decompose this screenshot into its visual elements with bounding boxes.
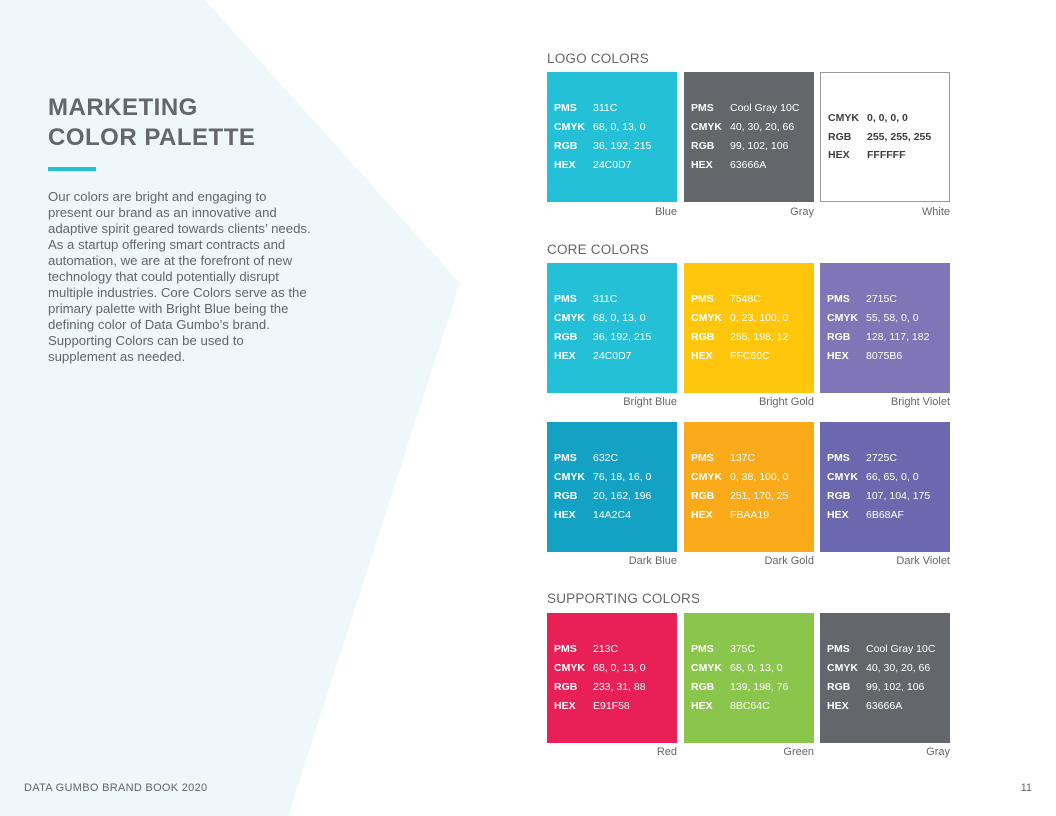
swatch-caption: Dark Violet bbox=[896, 555, 950, 567]
supporting-colors-heading: SUPPORTING COLORS bbox=[547, 591, 701, 606]
palette-description: Our colors are bright and engaging to present our brand as an innovative and adaptive spirit geared towards clients’ needs. As a startup offering smart contracts and automation, we are at the forefront of new technology that could potentially disrupt multiple industries. Core Colors serve as the primary palette with Bright Blue being the defining color of Data Gumbo’s brand. Supporting Colors can be used to supplement as needed. bbox=[48, 189, 311, 364]
spec-block bbox=[827, 613, 946, 743]
spec-block bbox=[691, 613, 810, 743]
spec-rgb bbox=[691, 328, 810, 347]
spec-label: RGB bbox=[828, 130, 852, 143]
spec-cmyk bbox=[554, 468, 673, 487]
spec-value: 6B68AF bbox=[866, 508, 904, 521]
spec-hex bbox=[554, 697, 673, 716]
spec-cmyk bbox=[691, 118, 810, 137]
page-title bbox=[48, 93, 313, 153]
spec-value: 68, 0, 13, 0 bbox=[593, 662, 646, 675]
spec-cmyk bbox=[828, 109, 945, 128]
spec-label: HEX bbox=[828, 149, 850, 162]
spec-label: HEX bbox=[691, 699, 713, 712]
spec-label: HEX bbox=[827, 349, 849, 362]
spec-label: CMYK bbox=[691, 121, 722, 134]
spec-value: 14A2C4 bbox=[593, 508, 631, 521]
spec-label: RGB bbox=[554, 140, 578, 152]
spec-label: PMS bbox=[691, 102, 714, 115]
spec-value: 2715C bbox=[866, 293, 897, 306]
spec-label: CMYK bbox=[691, 662, 722, 675]
spec-value: 632C bbox=[593, 452, 619, 465]
spec-rgb bbox=[827, 328, 946, 347]
spec-hex bbox=[691, 506, 810, 525]
spec-block bbox=[691, 263, 810, 393]
spec-hex bbox=[827, 697, 946, 716]
spec-block bbox=[827, 422, 946, 552]
spec-rgb bbox=[691, 137, 810, 156]
spec-pms bbox=[691, 640, 810, 659]
spec-value: 66, 65, 0, 0 bbox=[866, 471, 919, 484]
spec-pms bbox=[691, 99, 810, 118]
spec-label: PMS bbox=[691, 293, 714, 306]
spec-value: 0, 23, 100, 0 bbox=[730, 312, 789, 325]
spec-label: HEX bbox=[554, 349, 576, 362]
spec-rgb bbox=[691, 487, 810, 506]
swatch-caption: Gray bbox=[926, 746, 950, 758]
spec-cmyk bbox=[827, 468, 946, 487]
spec-label: CMYK bbox=[554, 471, 585, 484]
spec-label: RGB bbox=[554, 490, 578, 502]
spec-value: 24C0D7 bbox=[593, 349, 632, 362]
spec-label: RGB bbox=[827, 490, 851, 502]
page-number: 11 bbox=[1020, 782, 1032, 794]
swatch-supporting-green bbox=[684, 613, 814, 743]
spec-value: 99, 102, 106 bbox=[730, 140, 789, 152]
spec-label: PMS bbox=[554, 102, 577, 115]
spec-value: 99, 102, 106 bbox=[866, 681, 925, 693]
spec-label: CMYK bbox=[554, 662, 585, 675]
spec-block bbox=[554, 422, 673, 552]
swatch-logo-white bbox=[820, 72, 950, 202]
spec-label: CMYK bbox=[827, 662, 858, 675]
spec-hex bbox=[827, 347, 946, 366]
logo-colors-heading: LOGO COLORS bbox=[547, 51, 649, 66]
spec-value: FFFFFF bbox=[867, 149, 906, 162]
spec-value: 36, 192, 215 bbox=[593, 331, 652, 343]
spec-value: 40, 30, 20, 66 bbox=[730, 121, 795, 134]
spec-cmyk bbox=[554, 659, 673, 678]
swatch-core-dark-blue bbox=[547, 422, 677, 552]
spec-hex bbox=[691, 156, 810, 175]
spec-block bbox=[554, 72, 673, 202]
spec-label: RGB bbox=[554, 331, 578, 343]
spec-rgb bbox=[827, 678, 946, 697]
swatch-caption: Green bbox=[783, 746, 814, 758]
spec-value: Cool Gray 10C bbox=[730, 102, 800, 115]
spec-value: 8075B6 bbox=[866, 349, 903, 362]
swatch-core-dark-violet bbox=[820, 422, 950, 552]
spec-label: PMS bbox=[691, 452, 714, 465]
footer-brand-book: DATA GUMBO BRAND BOOK 2020 bbox=[24, 782, 208, 794]
spec-label: RGB bbox=[827, 681, 851, 693]
spec-value: 76, 18, 16, 0 bbox=[593, 471, 652, 484]
spec-value: E91F58 bbox=[593, 699, 630, 712]
spec-cmyk bbox=[554, 118, 673, 137]
swatch-caption: Bright Gold bbox=[758, 396, 814, 408]
spec-pms bbox=[827, 449, 946, 468]
spec-block bbox=[691, 72, 810, 202]
spec-hex bbox=[691, 347, 810, 366]
spec-pms bbox=[554, 640, 673, 659]
spec-hex bbox=[691, 697, 810, 716]
spec-label: CMYK bbox=[827, 471, 858, 484]
intro-panel bbox=[48, 93, 313, 365]
spec-label: HEX bbox=[691, 508, 713, 521]
spec-label: HEX bbox=[691, 349, 713, 362]
spec-cmyk bbox=[554, 309, 673, 328]
spec-label: HEX bbox=[554, 158, 576, 171]
spec-value: 128, 117, 182 bbox=[866, 331, 930, 343]
swatch-logo-gray bbox=[684, 72, 814, 202]
spec-label: CMYK bbox=[828, 111, 859, 124]
spec-rgb bbox=[554, 137, 673, 156]
swatch-core-bright-blue bbox=[547, 263, 677, 393]
page-title-line-1: MARKETING bbox=[48, 94, 198, 121]
spec-pms bbox=[554, 99, 673, 118]
spec-label: CMYK bbox=[827, 312, 858, 325]
spec-rgb bbox=[554, 487, 673, 506]
spec-block bbox=[827, 263, 946, 393]
spec-cmyk bbox=[827, 309, 946, 328]
spec-hex bbox=[554, 347, 673, 366]
spec-value: 311C bbox=[593, 102, 618, 115]
swatch-caption: Red bbox=[656, 746, 677, 758]
spec-value: 8BC64C bbox=[730, 699, 770, 712]
spec-label: HEX bbox=[554, 508, 576, 521]
spec-hex bbox=[554, 506, 673, 525]
swatch-core-dark-gold bbox=[684, 422, 814, 552]
spec-value: 233, 31, 88 bbox=[593, 681, 646, 693]
spec-label: PMS bbox=[827, 293, 850, 306]
spec-value: 251, 170, 25 bbox=[730, 490, 789, 502]
spec-label: HEX bbox=[691, 158, 713, 171]
spec-pms bbox=[554, 290, 673, 309]
spec-label: RGB bbox=[827, 331, 851, 343]
spec-block bbox=[691, 422, 810, 552]
spec-label: RGB bbox=[691, 140, 715, 152]
spec-value: 7548C bbox=[730, 293, 761, 306]
spec-value: FFC60C bbox=[730, 349, 770, 362]
swatch-core-bright-violet bbox=[820, 263, 950, 393]
spec-label: CMYK bbox=[554, 121, 585, 134]
spec-value: 36, 192, 215 bbox=[593, 140, 652, 152]
spec-value: FBAA19 bbox=[730, 508, 770, 521]
spec-rgb bbox=[828, 128, 945, 147]
spec-label: PMS bbox=[827, 452, 850, 465]
spec-label: PMS bbox=[554, 293, 577, 306]
spec-value: 107, 104, 175 bbox=[866, 490, 931, 502]
swatch-core-bright-gold bbox=[684, 263, 814, 393]
spec-label: PMS bbox=[691, 643, 714, 656]
spec-label: CMYK bbox=[554, 312, 585, 325]
spec-label: RGB bbox=[691, 681, 715, 693]
spec-label: PMS bbox=[827, 643, 850, 656]
spec-value: 20, 162, 196 bbox=[593, 490, 652, 502]
spec-value: 137C bbox=[730, 452, 756, 465]
spec-label: CMYK bbox=[691, 312, 722, 325]
spec-rgb bbox=[554, 678, 673, 697]
spec-pms bbox=[691, 290, 810, 309]
swatch-caption: Blue bbox=[654, 206, 677, 218]
spec-value: 2725C bbox=[866, 452, 897, 465]
spec-hex bbox=[554, 156, 673, 175]
spec-value: 255, 198, 12 bbox=[730, 331, 789, 343]
spec-value: 0, 38, 100, 0 bbox=[730, 471, 789, 484]
spec-value: 68, 0, 13, 0 bbox=[593, 121, 646, 134]
spec-cmyk bbox=[827, 659, 946, 678]
spec-value: 255, 255, 255 bbox=[867, 130, 932, 143]
spec-pms bbox=[827, 640, 946, 659]
spec-rgb bbox=[691, 678, 810, 697]
swatch-supporting-red bbox=[547, 613, 677, 743]
spec-value: 68, 0, 13, 0 bbox=[593, 312, 646, 325]
swatch-caption: Bright Blue bbox=[623, 396, 677, 408]
spec-value: 68, 0, 13, 0 bbox=[730, 662, 783, 675]
spec-label: RGB bbox=[691, 331, 715, 343]
core-colors-heading: CORE COLORS bbox=[547, 242, 649, 257]
spec-label: PMS bbox=[554, 452, 577, 465]
spec-hex bbox=[827, 506, 946, 525]
spec-rgb bbox=[827, 487, 946, 506]
spec-hex bbox=[828, 146, 945, 165]
spec-pms bbox=[554, 449, 673, 468]
swatch-logo-blue bbox=[547, 72, 677, 202]
spec-block bbox=[828, 73, 945, 201]
spec-value: Cool Gray 10C bbox=[866, 643, 936, 656]
spec-value: 40, 30, 20, 66 bbox=[866, 662, 931, 675]
spec-value: 63666A bbox=[730, 158, 767, 171]
swatch-caption: White bbox=[921, 206, 950, 218]
swatch-caption: Dark Gold bbox=[764, 555, 814, 567]
spec-value: 311C bbox=[593, 293, 618, 306]
spec-value: 213C bbox=[593, 643, 619, 656]
swatch-caption: Dark Blue bbox=[628, 555, 677, 567]
spec-label: RGB bbox=[554, 681, 578, 693]
swatch-supporting-gray bbox=[820, 613, 950, 743]
spec-value: 0, 0, 0, 0 bbox=[867, 111, 908, 124]
spec-rgb bbox=[554, 328, 673, 347]
spec-value: 24C0D7 bbox=[593, 158, 632, 171]
spec-cmyk bbox=[691, 659, 810, 678]
swatch-caption: Bright Violet bbox=[890, 396, 950, 408]
spec-value: 55, 58, 0, 0 bbox=[866, 312, 919, 325]
spec-block bbox=[554, 613, 673, 743]
spec-cmyk bbox=[691, 309, 810, 328]
spec-value: 375C bbox=[730, 643, 756, 656]
spec-label: HEX bbox=[827, 699, 849, 712]
spec-label: CMYK bbox=[691, 471, 722, 484]
spec-value: 63666A bbox=[866, 699, 903, 712]
spec-value: 139, 198, 76 bbox=[730, 681, 789, 693]
spec-pms bbox=[691, 449, 810, 468]
spec-label: PMS bbox=[554, 643, 577, 656]
spec-block bbox=[554, 263, 673, 393]
swatch-caption: Gray bbox=[790, 206, 814, 218]
spec-label: HEX bbox=[827, 508, 849, 521]
page-title-line-2: COLOR PALETTE bbox=[48, 124, 256, 151]
spec-cmyk bbox=[691, 468, 810, 487]
spec-label: HEX bbox=[554, 699, 576, 712]
spec-pms bbox=[827, 290, 946, 309]
spec-label: RGB bbox=[691, 490, 715, 502]
title-underline bbox=[48, 167, 96, 171]
